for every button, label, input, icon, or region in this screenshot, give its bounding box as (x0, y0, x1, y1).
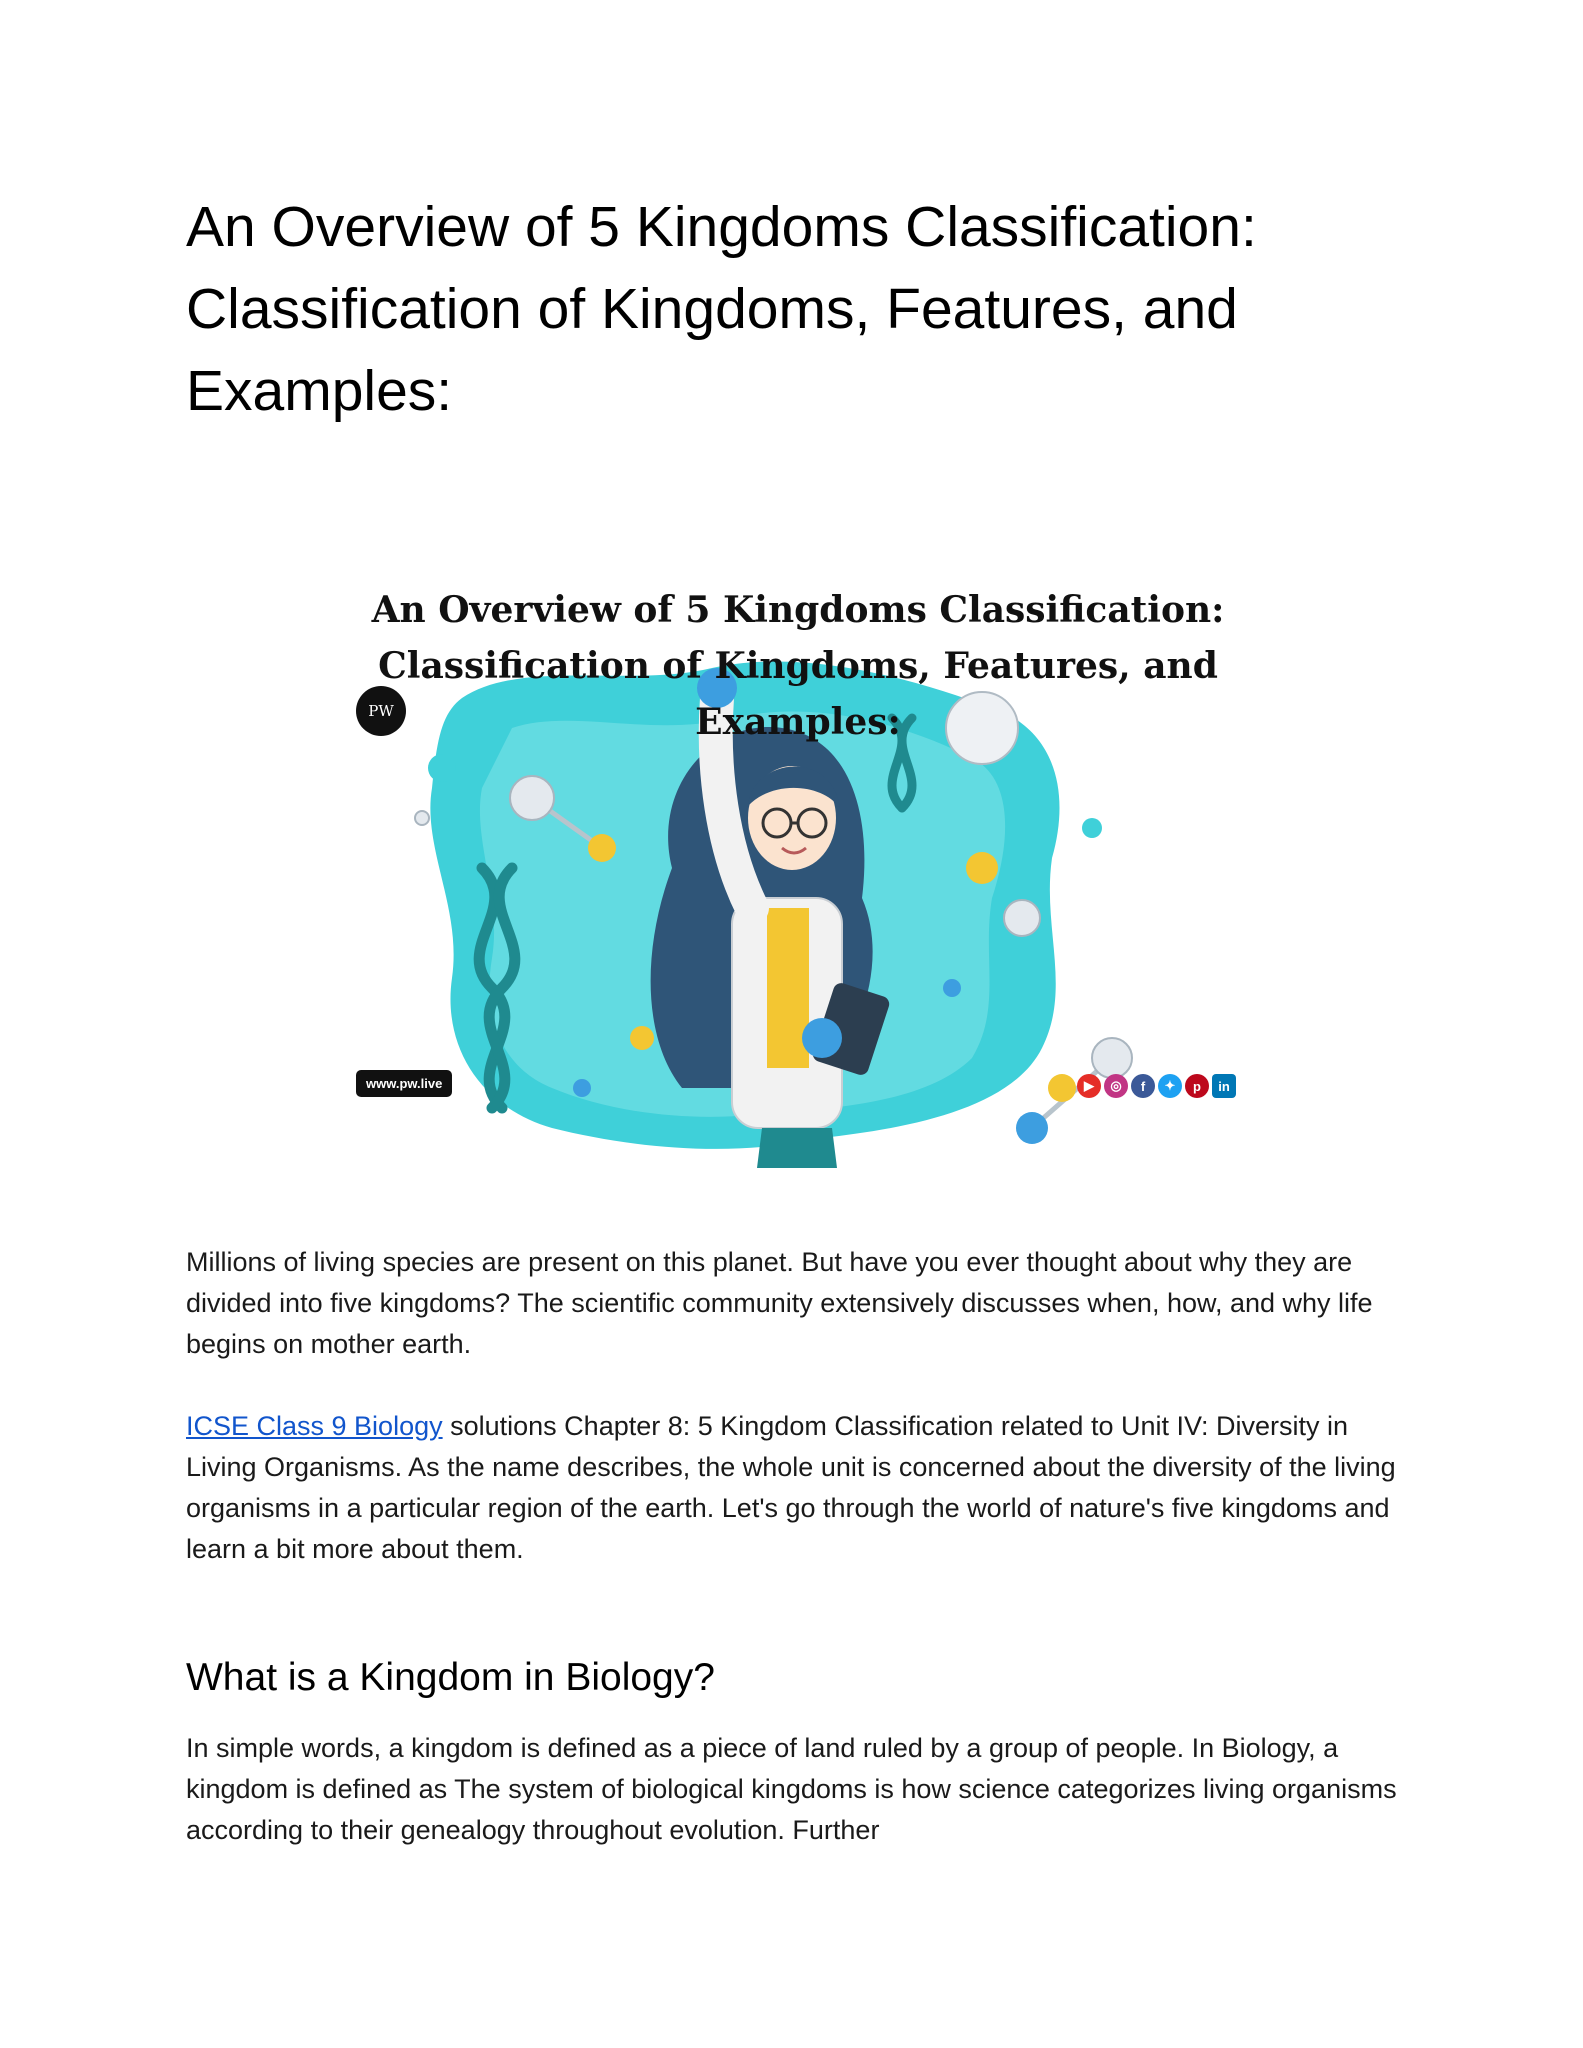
page-title: An Overview of 5 Kingdoms Classification: Classification of Kingdoms, Features, and Examples: (186, 195, 1257, 423)
icse-biology-link[interactable]: ICSE Class 9 Biology (186, 1411, 443, 1441)
pw-logo: PW (356, 686, 406, 736)
icse-paragraph (186, 1406, 1416, 1570)
youtube-icon: ▶ (1077, 1074, 1101, 1098)
hero-title: An Overview of 5 Kingdoms Classification: Classification of Kingdoms, Features, and Examples: (371, 589, 1225, 743)
instagram-icon: ◎ (1104, 1074, 1128, 1098)
intro-paragraph: Millions of living species are present on this planet. But have you ever thought about why they are divided into five kingdoms? The scientific community extensively discusses when, how, and why life begins on mother earth. (186, 1247, 1373, 1359)
icse-paragraph-text: solutions Chapter 8: 5 Kingdom Classification related to Unit IV: Diversity in Living Organisms. As the name describes, the whole unit is concerned about the diversity of the living organisms in a particular region of the earth. Let's go through the world of nature's five kingdoms and learn a bit more about them. (186, 1411, 1396, 1564)
section-heading: What is a Kingdom in Biology? (186, 1656, 715, 1699)
facebook-icon: f (1131, 1074, 1155, 1098)
site-url-tag: www.pw.live (356, 1070, 452, 1097)
linkedin-icon: in (1212, 1074, 1236, 1098)
twitter-icon: ✦ (1158, 1074, 1182, 1098)
kingdom-definition-paragraph: In simple words, a kingdom is defined as a piece of land ruled by a group of people. In Biology, a kingdom is defined as The system of biological kingdoms is how science categorizes living organisms according to their genealogy throughout evolution. Further (186, 1733, 1397, 1845)
hero-illustration (352, 568, 1244, 1168)
social-icons (1077, 1074, 1236, 1098)
pinterest-icon: p (1185, 1074, 1209, 1098)
